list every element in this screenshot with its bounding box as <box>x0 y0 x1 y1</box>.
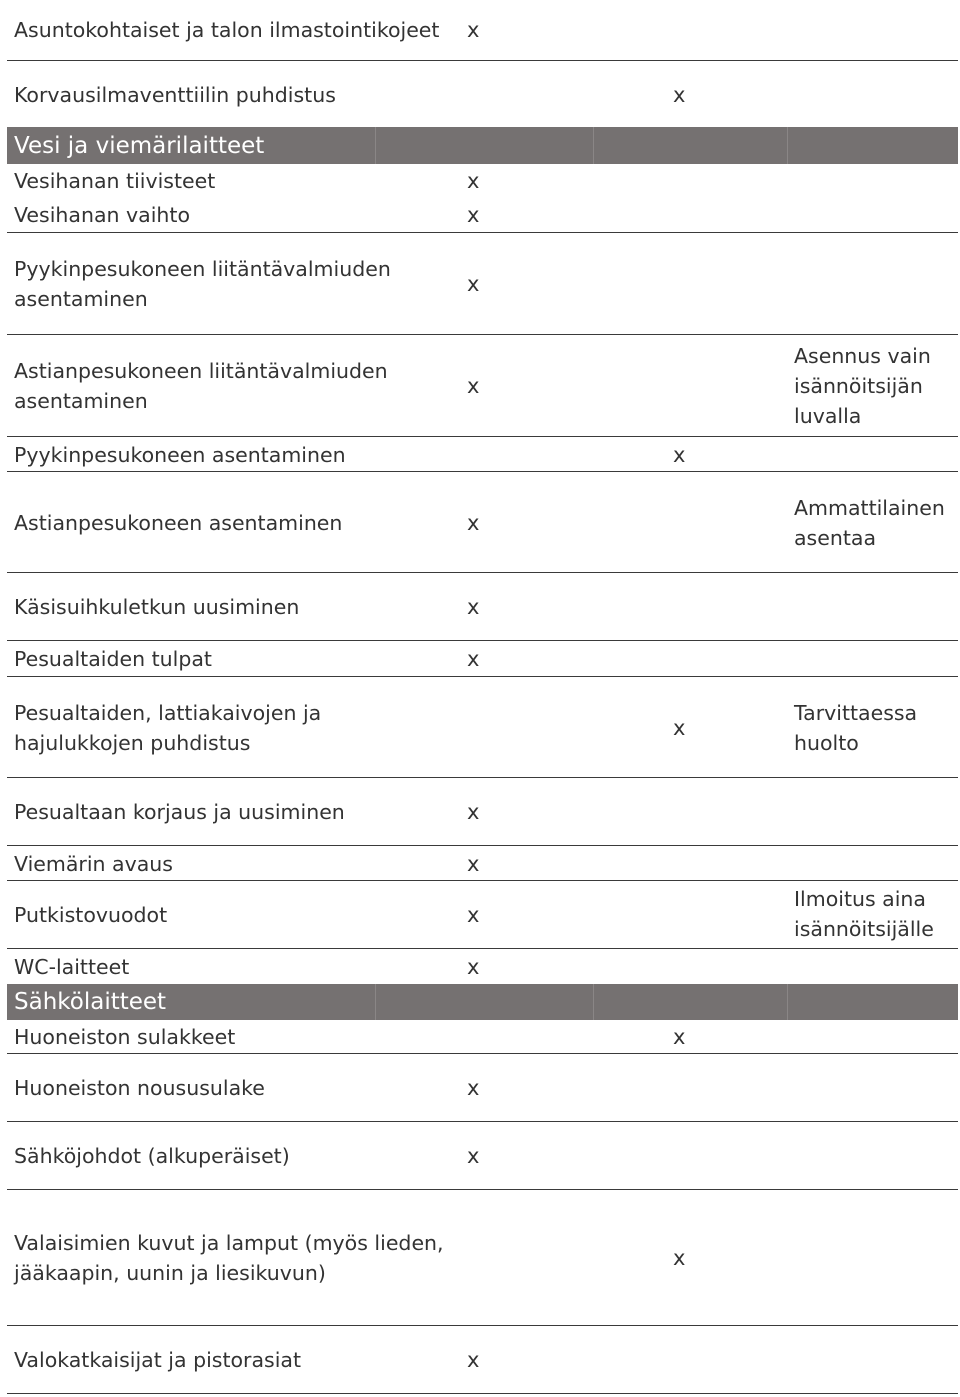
section-header-vesi-ja-viemarilaitteet <box>7 127 958 164</box>
row-note: Tarvittaessa huolto <box>794 700 918 755</box>
responsibility-mark-col2: x <box>673 715 686 740</box>
responsibility-mark-col2 <box>673 1055 733 1121</box>
responsibility-mark-col1 <box>467 1191 687 1325</box>
section-column-divider <box>787 984 788 1020</box>
row-label: Huoneiston noususulake <box>14 1076 265 1100</box>
row-note <box>794 847 958 880</box>
responsibility-mark-col2 <box>673 950 733 984</box>
table-row <box>7 678 958 778</box>
row-label: Asuntokohtaiset ja talon ilmastointikojeet <box>14 18 440 42</box>
table-row <box>7 438 958 472</box>
row-note <box>794 574 958 640</box>
responsibility-mark-col1: x <box>467 169 480 193</box>
table-row <box>7 642 958 677</box>
row-label: Putkistovuodot <box>14 903 168 927</box>
responsibility-mark-col2 <box>673 1123 733 1189</box>
row-note <box>794 164 958 198</box>
row-note <box>794 1191 958 1325</box>
responsibility-mark-col1: x <box>467 18 480 42</box>
responsibility-mark-col2: x <box>673 1024 686 1049</box>
row-label: Astianpesukoneen asentaminen <box>14 510 343 535</box>
table-row <box>7 1327 958 1394</box>
table-row <box>7 1020 958 1054</box>
responsibility-mark-col2 <box>673 336 733 436</box>
responsibility-mark-col1: x <box>467 955 480 979</box>
responsibility-mark-col2 <box>673 642 733 676</box>
note-putkistovuodot-wc: Ilmoitus aina isännöitsijälle <box>794 887 934 941</box>
row-label: Pyykinpesukoneen asentaminen <box>14 442 346 467</box>
section-title: Sähkölaitteet <box>14 989 167 1015</box>
section-column-divider <box>375 984 376 1020</box>
responsibility-mark-col2 <box>673 0 733 60</box>
table-row <box>7 574 958 641</box>
table-row <box>7 62 958 127</box>
responsibility-mark-col1: x <box>467 374 480 398</box>
responsibility-mark-col1 <box>467 678 687 777</box>
responsibility-mark-col1: x <box>467 800 480 824</box>
row-label: Pyykinpesukoneen liitäntävalmiuden asentaminen <box>14 257 391 311</box>
responsibility-mark-col2: x <box>673 442 686 467</box>
row-label: Valaisimien kuvut ja lamput (myös lieden, jääkaapin, uunin ja liesikuvun) <box>14 1231 444 1285</box>
row-label: Viemärin avaus <box>14 851 173 876</box>
row-note <box>794 438 958 471</box>
row-label: Käsisuihkuletkun uusiminen <box>14 595 300 619</box>
row-note <box>794 198 958 232</box>
table-row <box>7 779 958 846</box>
section-title: Vesi ja viemärilaitteet <box>14 132 265 159</box>
responsibility-mark-col1: x <box>467 203 480 227</box>
row-label: Astianpesukoneen liitäntävalmiuden asentaminen <box>14 359 388 413</box>
responsibility-mark-col1: x <box>467 595 480 619</box>
row-note <box>794 950 958 984</box>
responsibility-mark-col2 <box>673 473 733 572</box>
responsibility-mark-col2: x <box>673 1246 686 1270</box>
table-row <box>7 950 958 984</box>
row-label: Pesualtaiden, lattiakaivojen ja hajulukkojen puhdistus <box>14 700 322 755</box>
table-row <box>7 1123 958 1190</box>
row-note <box>794 1123 958 1189</box>
table-row <box>7 336 958 437</box>
row-label: Pesualtaiden tulpat <box>14 647 212 671</box>
row-note: Asennus vain isännöitsijän luvalla <box>794 344 931 428</box>
table-row <box>7 164 958 198</box>
section-column-divider <box>593 984 594 1020</box>
row-note <box>794 779 958 845</box>
row-label: Huoneiston sulakkeet <box>14 1024 236 1049</box>
table-row <box>7 1055 958 1122</box>
row-label: Sähköjohdot (alkuperäiset) <box>14 1144 290 1168</box>
row-label: Vesihanan vaihto <box>14 203 191 227</box>
responsibility-mark-col1 <box>467 1020 687 1053</box>
row-label: Korvausilmaventtiilin puhdistus <box>14 82 336 107</box>
responsibility-mark-col1 <box>467 62 687 127</box>
row-note <box>794 1020 958 1053</box>
responsibility-mark-col1: x <box>467 903 480 927</box>
responsibility-mark-col1: x <box>467 851 480 876</box>
responsibility-mark-col2: x <box>673 82 686 107</box>
responsibility-mark-col1: x <box>467 1144 480 1168</box>
responsibility-mark-col1: x <box>467 647 480 671</box>
responsibility-mark-col1: x <box>467 1076 480 1100</box>
responsibility-mark-col2 <box>673 779 733 845</box>
row-label: Pesualtaan korjaus ja uusiminen <box>14 800 345 824</box>
row-label: WC-laitteet <box>14 955 130 979</box>
row-note <box>794 234 958 334</box>
row-note <box>794 0 958 60</box>
row-note <box>794 1327 958 1393</box>
section-column-divider <box>593 127 594 164</box>
section-header-sahkolaitteet <box>7 984 958 1020</box>
responsibility-mark-col2 <box>673 198 733 232</box>
row-note <box>794 1055 958 1121</box>
table-row <box>7 0 958 61</box>
table-row <box>7 198 958 233</box>
row-note: Ammattilainen asentaa <box>794 495 945 550</box>
table-row <box>7 473 958 573</box>
responsibility-mark-col2 <box>673 882 733 948</box>
row-label: Valokatkaisijat ja pistorasiat <box>14 1348 302 1372</box>
responsibility-mark-col2 <box>673 574 733 640</box>
responsibility-mark-col2 <box>673 164 733 198</box>
responsibility-mark-col1: x <box>467 510 480 535</box>
responsibility-mark-col2 <box>673 847 733 880</box>
section-column-divider <box>375 127 376 164</box>
responsibility-mark-col1 <box>467 438 687 471</box>
row-note <box>794 642 958 676</box>
responsibility-mark-col2 <box>673 234 733 334</box>
responsibility-mark-col2 <box>673 1327 733 1393</box>
table-row <box>7 1191 958 1326</box>
responsibility-mark-col1: x <box>467 272 480 296</box>
row-label: Vesihanan tiivisteet <box>14 169 216 193</box>
table-row <box>7 847 958 881</box>
table-row <box>7 234 958 335</box>
responsibility-mark-col1: x <box>467 1348 480 1372</box>
row-note <box>794 62 958 127</box>
section-column-divider <box>787 127 788 164</box>
